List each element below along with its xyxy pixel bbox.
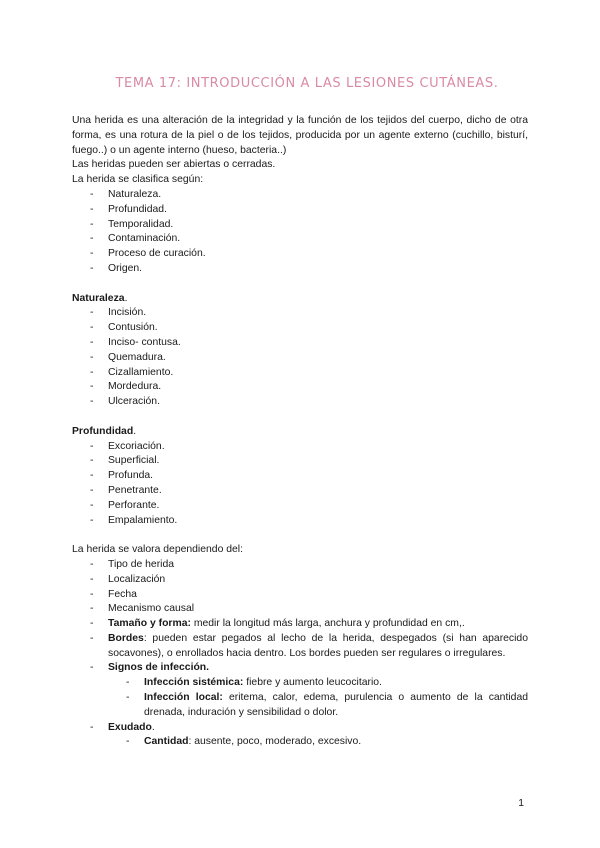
list-item-infeccion: - Signos de infección. - Infección sistémica: fiebre y aumento leucocitario. - Infección local: eritema, calor, edema, purulencia o aumento de la cantidad drenada, induración y sensibilidad o dolor. [72,661,528,720]
list-item-tamano: - Tamaño y forma: medir la longitud más larga, anchura y profundidad en cm,. [72,617,528,632]
list-item: - Contusión. [72,321,528,336]
naturaleza-list [72,306,528,410]
valora-list [72,558,528,750]
profundidad-heading: Profundidad. [72,425,137,437]
list-item: - Contaminación. [72,232,528,247]
list-item: - Mecanismo causal [72,602,528,617]
open-closed-text: Las heridas pueden ser abiertas o cerradas. [72,159,276,171]
exudado-sublist [108,735,528,750]
classify-intro: La herida se clasifica según: [72,174,204,186]
list-item: - Perforante. [72,499,528,514]
list-item: - Origen. [72,262,528,277]
list-item: - Naturaleza. [72,188,528,203]
list-item: - Cizallamiento. [72,366,528,381]
list-item: - Proceso de curación. [72,247,528,262]
list-item: - Empalamiento. [72,514,528,529]
list-item: - Penetrante. [72,484,528,499]
list-item-cantidad: - Cantidad: ausente, poco, moderado, excesivo. [72,735,528,750]
valora-intro: La herida se valora dependiendo del: [72,544,243,556]
document-body [72,114,528,750]
naturaleza-heading: Naturaleza. [72,292,128,304]
list-item-exudado: - Exudado. - Cantidad: ausente, poco, moderado, excesivo. [72,721,528,751]
list-item: - Ulceración. [72,395,528,410]
list-item: - Tipo de herida [72,558,528,573]
profundidad-list [72,440,528,529]
list-item: - Profunda. [72,469,528,484]
list-item: - Quemadura. [72,351,528,366]
list-item: - Localización [72,573,528,588]
list-item-sistemica: - Infección sistémica: fiebre y aumento leucocitario. [72,676,528,691]
classify-list [72,188,528,277]
list-item: - Temporalidad. [72,218,528,233]
list-item: - Mordedura. [72,380,528,395]
page-title: TEMA 17: INTRODUCCIÓN A LAS LESIONES CUTÁNEAS. [115,76,499,91]
intro-paragraph: Una herida es una alteración de la integridad y la función de los tejidos del cuerpo, dicho de otra forma, es una rotura de la piel o de los tejidos, producida por un agente externo (cuchillo, bisturí, fuego..) o un agente interno (hueso, bacteria..) [72,115,528,156]
list-item: - Inciso- contusa. [72,336,528,351]
infeccion-sublist [108,676,528,720]
list-item: - Superficial. [72,454,528,469]
list-item: - Excoriación. [72,440,528,455]
list-item: - Profundidad. [72,203,528,218]
page-number: 1 [518,798,524,809]
list-item: - Fecha [72,588,528,603]
list-item-bordes: - Bordes: pueden estar pegados al lecho de la herida, despegados (si han aparecido socavones), o enrollados hacia dentro. Los bordes pueden ser regulares o irregulares. [72,632,528,662]
list-item: - Incisión. [72,306,528,321]
list-item-local: - Infección local: eritema, calor, edema, purulencia o aumento de la cantidad drenada, induración y sensibilidad o dolor. [72,691,528,721]
